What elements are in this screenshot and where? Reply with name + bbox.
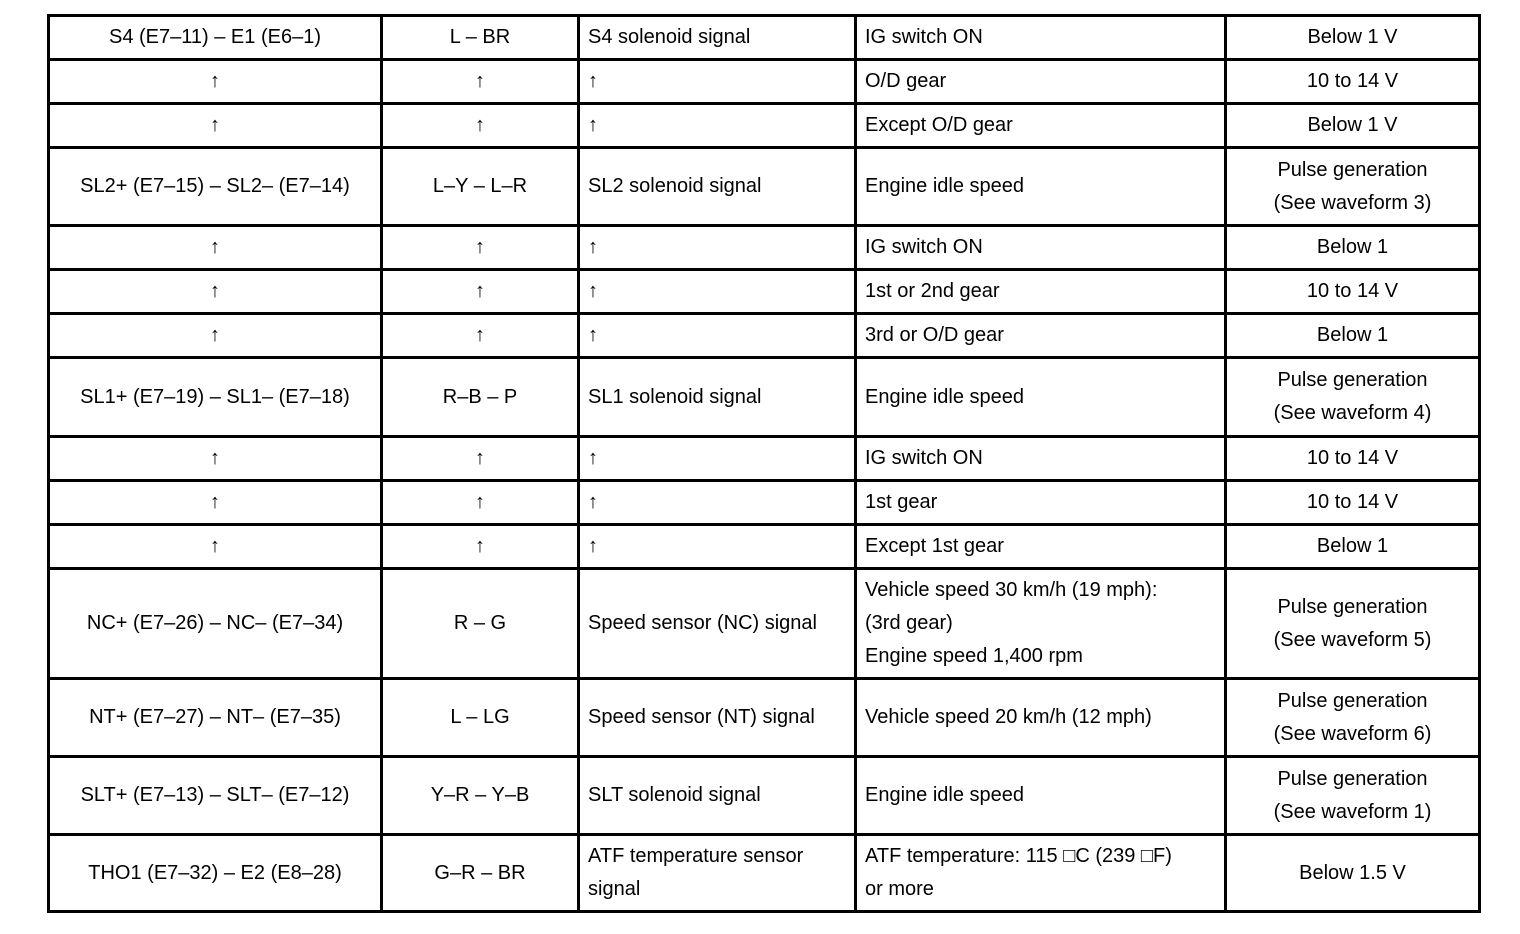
wiring-color-cell: ↑ [382,314,579,358]
wiring-color-cell: L – BR [382,16,579,60]
condition-cell-line: or more [865,878,934,900]
wiring-color-cell: Y–R – Y–B [382,757,579,835]
specified-condition-cell-line: (See waveform 6) [1273,722,1432,745]
terminal-cell: THO1 (E7–32) – E2 (E8–28) [49,835,382,912]
specified-condition-cell-line: (See waveform 4) [1273,402,1432,424]
specified-condition-cell-line: (See waveform 1) [1273,800,1432,823]
specified-condition-cell-line: Pulse generation [1277,369,1428,391]
table-row [49,60,1480,104]
condition-cell-line: (3rd gear) [865,612,953,634]
description-cell: ↑ [579,270,856,314]
condition-cell [856,314,1226,358]
wiring-color-cell: ↑ [382,481,579,525]
table-row [49,437,1480,481]
specified-condition-cell [1226,148,1480,226]
specified-condition-cell-line: Pulse generation [1277,689,1428,712]
condition-cell [856,358,1226,437]
condition-cell [856,104,1226,148]
table-row [49,757,1480,835]
description-cell [579,835,856,912]
condition-cell-line: Engine idle speed [865,385,1025,408]
terminal-cell: NT+ (E7–27) – NT– (E7–35) [49,679,382,757]
description-cell: ↑ [579,437,856,481]
condition-cell-line: Except 1st gear [865,535,1004,557]
description-cell: ↑ [579,481,856,525]
description-cell: ↑ [579,226,856,270]
condition-cell-line: IG switch ON [865,26,983,48]
specified-condition-cell-line: Pulse generation [1277,595,1428,618]
condition-cell-line: Except O/D gear [865,114,1013,136]
table-row [49,481,1480,525]
terminal-cell: ↑ [49,104,382,148]
table-row [49,569,1480,679]
description-cell: SL2 solenoid signal [579,148,856,226]
specified-condition-cell [1226,481,1480,525]
specified-condition-cell [1226,679,1480,757]
description-cell: ↑ [579,314,856,358]
condition-cell [856,437,1226,481]
description-cell-line: ATF temperature sensor [588,845,804,867]
table-row [49,679,1480,757]
specified-condition-cell [1226,104,1480,148]
table-row [49,358,1480,437]
condition-cell [856,525,1226,569]
condition-cell-line: Engine idle speed [865,784,1025,806]
table-row [49,16,1480,60]
terminal-cell: ↑ [49,314,382,358]
table-row [49,270,1480,314]
specified-condition-cell-line: 10 to 14 V [1306,280,1399,302]
description-cell: S4 solenoid signal [579,16,856,60]
terminal-spec-table [47,14,1481,913]
condition-cell [856,757,1226,835]
specified-condition-cell [1226,314,1480,358]
wiring-color-cell: ↑ [382,525,579,569]
specified-condition-cell-line: Below 1 V [1307,26,1398,48]
table-row [49,104,1480,148]
description-cell: ↑ [579,525,856,569]
condition-cell-line: Vehicle speed 20 km/h (12 mph) [865,706,1152,728]
description-cell: SL1 solenoid signal [579,358,856,437]
specified-condition-cell-line: (See waveform 3) [1273,191,1432,214]
condition-cell-line: Engine speed 1,400 rpm [865,645,1083,667]
condition-cell-line: 1st gear [865,491,938,513]
wiring-color-cell: R – G [382,569,579,679]
description-cell: Speed sensor (NC) signal [579,569,856,679]
specified-condition-cell-line: Pulse generation [1277,767,1428,790]
wiring-color-cell: G–R – BR [382,835,579,912]
description-cell-line: signal [588,878,641,900]
specified-condition-cell-line: Below 1 [1316,236,1389,258]
terminal-cell: SL2+ (E7–15) – SL2– (E7–14) [49,148,382,226]
description-cell: ↑ [579,60,856,104]
specified-condition-cell [1226,226,1480,270]
wiring-color-cell: ↑ [382,60,579,104]
condition-cell-line: 1st or 2nd gear [865,280,1000,302]
wiring-color-cell: L – LG [382,679,579,757]
specified-condition-cell [1226,569,1480,679]
wiring-color-cell: R–B – P [382,358,579,437]
condition-cell-line: Engine idle speed [865,175,1025,197]
table-row [49,525,1480,569]
terminal-cell: S4 (E7–11) – E1 (E6–1) [49,16,382,60]
condition-cell [856,569,1226,679]
specified-condition-cell [1226,757,1480,835]
specified-condition-cell-line: 10 to 14 V [1306,491,1399,513]
specified-condition-cell [1226,358,1480,437]
specified-condition-cell [1226,16,1480,60]
wiring-color-cell: ↑ [382,104,579,148]
condition-cell [856,835,1226,912]
condition-cell [856,226,1226,270]
description-cell: ↑ [579,104,856,148]
wiring-color-cell: ↑ [382,226,579,270]
condition-cell-line: O/D gear [865,70,947,92]
terminal-cell: NC+ (E7–26) – NC– (E7–34) [49,569,382,679]
condition-cell-line: IG switch ON [865,447,983,469]
specified-condition-cell-line: Below 1 [1316,535,1389,557]
wiring-color-cell: L–Y – L–R [382,148,579,226]
terminal-cell: ↑ [49,226,382,270]
specified-condition-cell [1226,835,1480,912]
condition-cell [856,60,1226,104]
terminal-cell: ↑ [49,481,382,525]
terminal-cell: ↑ [49,270,382,314]
specified-condition-cell-line: 10 to 14 V [1306,447,1399,469]
table-row [49,226,1480,270]
terminal-cell: ↑ [49,525,382,569]
specified-condition-cell [1226,270,1480,314]
condition-cell-line: ATF temperature: 115 □C (239 □F) [865,845,1172,867]
terminal-cell: ↑ [49,60,382,104]
table-body [49,16,1480,912]
table-row [49,314,1480,358]
description-cell: SLT solenoid signal [579,757,856,835]
terminal-cell: SLT+ (E7–13) – SLT– (E7–12) [49,757,382,835]
specified-condition-cell [1226,60,1480,104]
terminal-cell: SL1+ (E7–19) – SL1– (E7–18) [49,358,382,437]
condition-cell [856,270,1226,314]
description-cell: Speed sensor (NT) signal [579,679,856,757]
wiring-color-cell: ↑ [382,437,579,481]
wiring-color-cell: ↑ [382,270,579,314]
specified-condition-cell-line: Below 1 V [1307,114,1398,136]
specified-condition-cell [1226,437,1480,481]
condition-cell-line: Vehicle speed 30 km/h (19 mph): [865,579,1158,601]
specified-condition-cell-line: Below 1 [1316,324,1389,346]
condition-cell [856,16,1226,60]
table-row [49,835,1480,912]
terminal-cell: ↑ [49,437,382,481]
specified-condition-cell-line: 10 to 14 V [1306,70,1399,92]
condition-cell-line: IG switch ON [865,236,983,258]
table-row [49,148,1480,226]
specified-condition-cell-line: Below 1.5 V [1299,861,1406,884]
specified-condition-cell [1226,525,1480,569]
condition-cell [856,679,1226,757]
specified-condition-cell-line: Pulse generation [1277,158,1428,181]
specified-condition-cell-line: (See waveform 5) [1273,628,1432,651]
condition-cell [856,481,1226,525]
condition-cell [856,148,1226,226]
condition-cell-line: 3rd or O/D gear [865,324,1004,346]
